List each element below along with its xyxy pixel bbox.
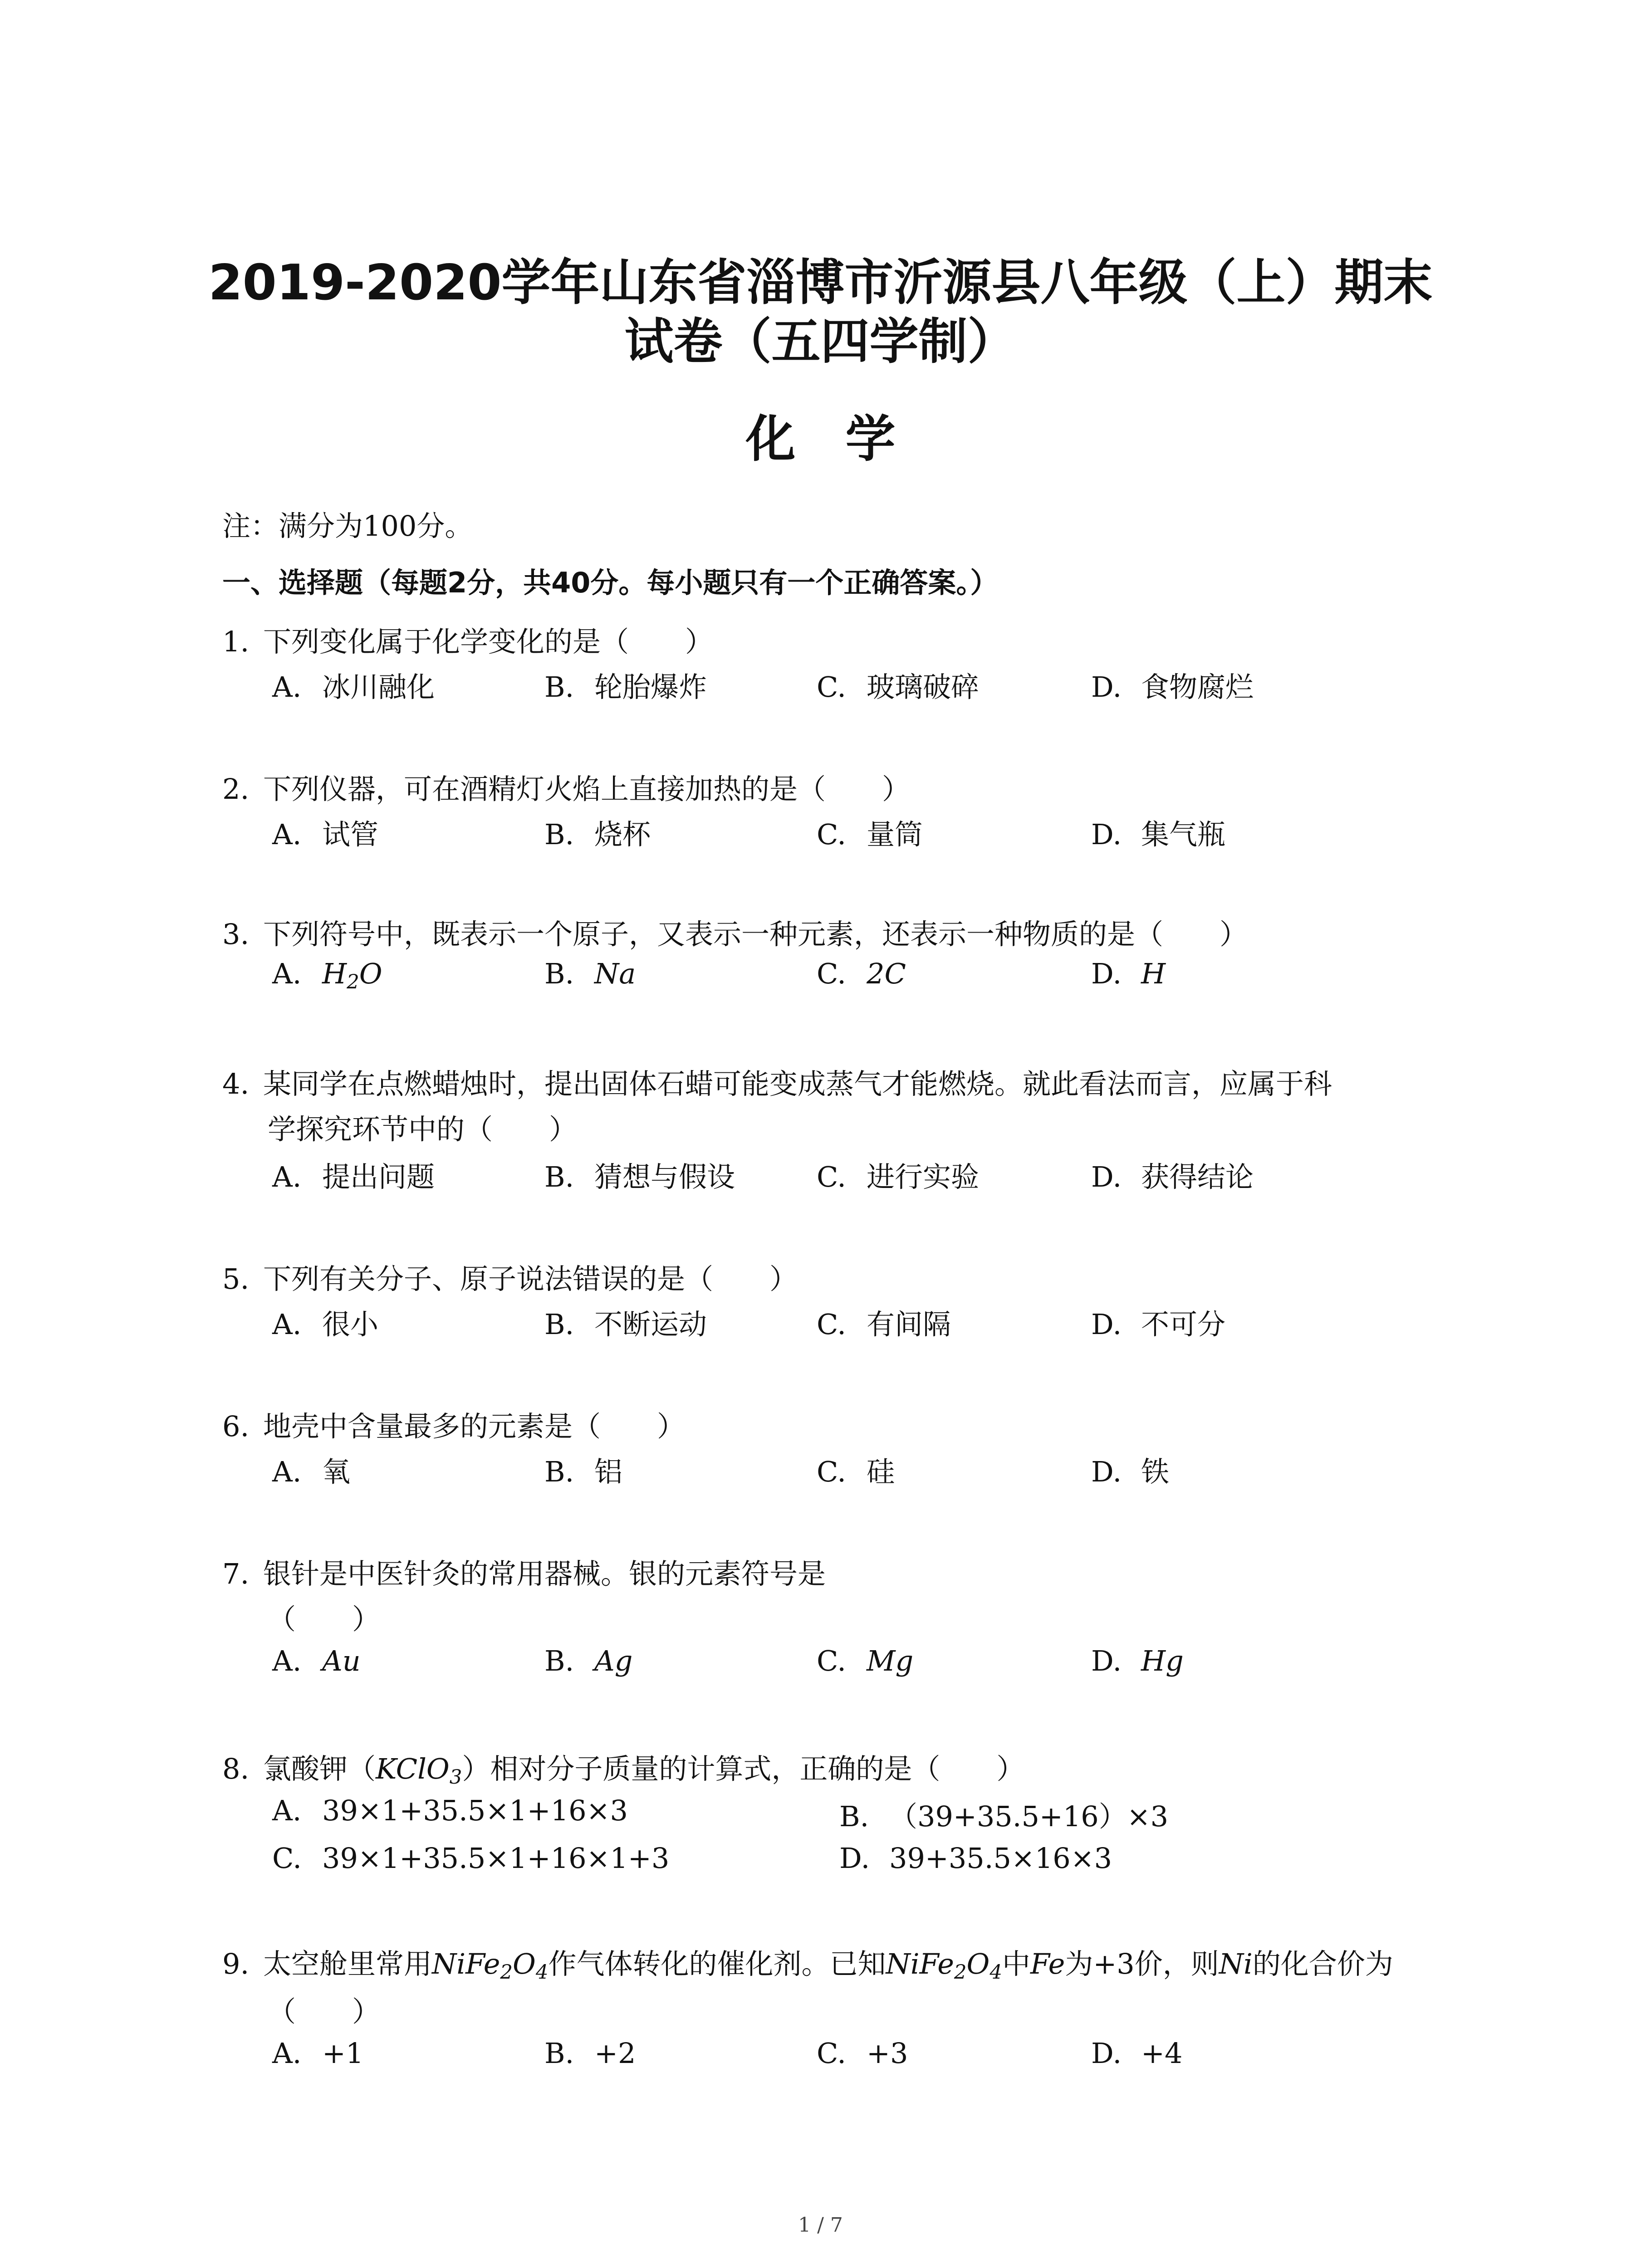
question-3-option-b: B. Na: [544, 957, 636, 990]
question-9-stem: 9. 太空舱里常用$NiFe_2O_4$作气体转化的催化剂。已知$NiFe_2O_4$中Fe为+3价，则Ni的化合价为: [222, 1947, 1393, 1984]
question-8-option-b: B. （39+35.5+16）×3: [839, 1800, 1169, 1833]
question-6-option-c: C. 硅: [817, 1455, 895, 1488]
question-8-option-d: D. 39+35.5×16×3: [839, 1842, 1112, 1875]
question-5-option-c: C. 有间隔: [817, 1308, 951, 1341]
question-2-option-a: A. 试管: [272, 818, 379, 851]
question-9-stem-continued: （ ）: [268, 1995, 381, 2028]
question-4-option-b: B. 猜想与假设: [544, 1160, 735, 1193]
question-5-option-a: A. 很小: [272, 1308, 379, 1341]
question-9-option-b: B. +2: [544, 2037, 636, 2070]
question-4-stem-continued: 学探究环节中的（ ）: [268, 1113, 578, 1146]
score-note: 注：满分为100分。: [222, 509, 473, 543]
question-3-stem: 3. 下列符号中，既表示一个原子，又表示一种元素，还表示一种物质的是（ ）: [222, 918, 1248, 951]
question-4-option-a: A. 提出问题: [272, 1160, 435, 1193]
question-9-option-c: C. +3: [817, 2037, 908, 2070]
section-heading: 一、选择题（每题2分，共40分。每小题只有一个正确答案。）: [222, 566, 999, 599]
question-6-stem: 6. 地壳中含量最多的元素是（ ）: [222, 1410, 686, 1443]
question-5-option-d: D. 不可分: [1091, 1308, 1226, 1341]
subject-heading: 化学: [745, 410, 945, 468]
question-3-option-a: A. $H_2O$: [272, 957, 382, 993]
question-5-option-b: B. 不断运动: [544, 1308, 707, 1341]
question-4-option-d: D. 获得结论: [1091, 1160, 1254, 1193]
question-2-stem: 2. 下列仪器，可在酒精灯火焰上直接加热的是（ ）: [222, 772, 911, 806]
question-2-option-d: D. 集气瓶: [1091, 818, 1226, 851]
question-4-option-c: C. 进行实验: [817, 1160, 980, 1193]
question-7-option-c: C. Mg: [817, 1644, 914, 1677]
question-7-stem-continued: （ ）: [268, 1603, 381, 1636]
question-6-option-a: A. 氧: [272, 1455, 351, 1488]
question-7-option-d: D. Hg: [1091, 1644, 1184, 1677]
question-8-stem: 8. 氯酸钾（KClO$_3$）相对分子质量的计算式，正确的是（ ）: [222, 1752, 1025, 1789]
question-3-option-c: C. 2C: [817, 957, 906, 990]
question-5-stem: 5. 下列有关分子、原子说法错误的是（ ）: [222, 1262, 798, 1295]
question-1-option-d: D. 食物腐烂: [1091, 670, 1254, 704]
question-6-option-b: B. 铝: [544, 1455, 623, 1488]
question-6-option-d: D. 铁: [1091, 1455, 1170, 1488]
question-1-stem: 1. 下列变化属于化学变化的是（ ）: [222, 625, 714, 658]
question-2-option-c: C. 量筒: [817, 818, 923, 851]
exam-title-line-2: 试卷（五四学制）: [624, 313, 1017, 370]
question-1-option-c: C. 玻璃破碎: [817, 670, 980, 704]
question-7-option-b: B. Ag: [544, 1644, 633, 1677]
question-1-option-b: B. 轮胎爆炸: [544, 670, 707, 704]
question-8-option-a: A. 39×1+35.5×1+16×3: [272, 1794, 628, 1827]
question-9-option-d: D. +4: [1091, 2037, 1183, 2070]
question-8-option-c: C. 39×1+35.5×1+16×1+3: [272, 1842, 670, 1875]
question-3-option-d: D. H: [1091, 957, 1166, 990]
question-2-option-b: B. 烧杯: [544, 818, 651, 851]
question-4-stem: 4. 某同学在点燃蜡烛时，提出固体石蜡可能变成蒸气才能燃烧。就此看法而言，应属于科: [222, 1067, 1332, 1100]
question-7-option-a: A. Au: [272, 1644, 361, 1677]
question-7-stem: 7. 银针是中医针灸的常用器械。银的元素符号是: [222, 1557, 826, 1590]
question-9-option-a: A. +1: [272, 2037, 364, 2070]
page-number: 1 / 7: [798, 2214, 843, 2237]
question-1-option-a: A. 冰川融化: [272, 670, 435, 704]
exam-title-line-1: 2019-2020学年山东省淄博市沂源县八年级（上）期末: [208, 254, 1433, 311]
